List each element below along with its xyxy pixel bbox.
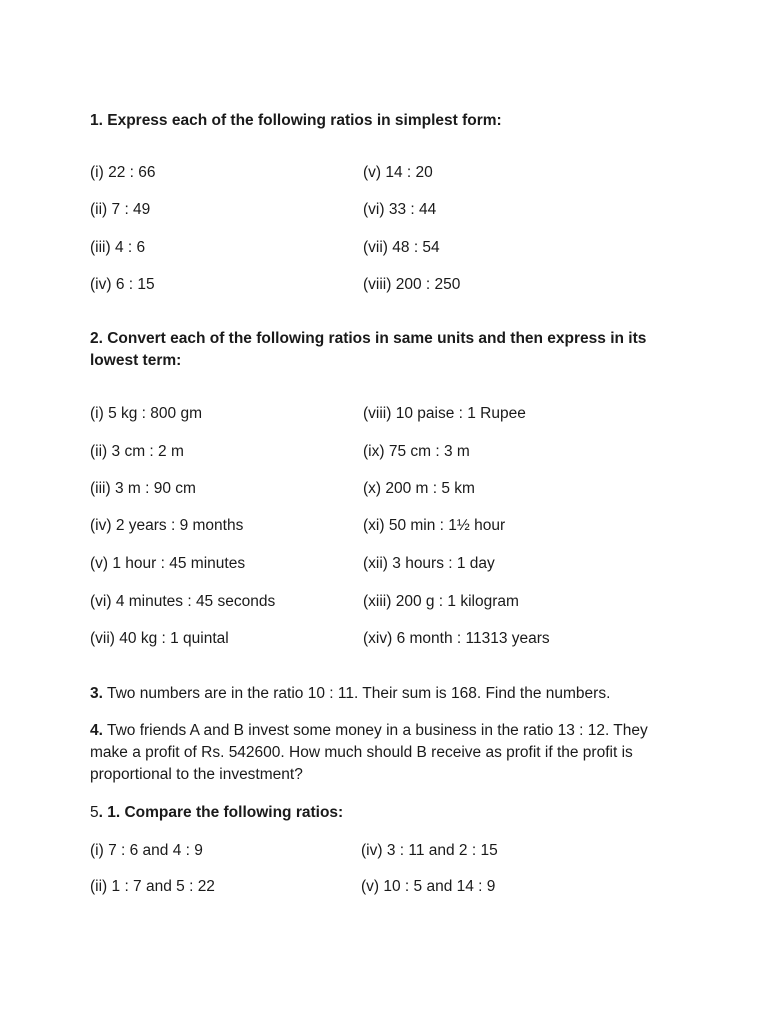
- q2-item-vi: (vi) 4 minutes : 45 seconds: [90, 593, 276, 610]
- q3-number: 3.: [90, 685, 103, 702]
- q5-item-i: (i) 7 : 6 and 4 : 9: [90, 842, 203, 859]
- q1-item-viii: (viii) 200 : 250: [363, 276, 461, 293]
- q1-item-iv: (iv) 6 : 15: [90, 276, 155, 293]
- q1-item-vi: (vi) 33 : 44: [363, 201, 437, 218]
- q2-item-iii: (iii) 3 m : 90 cm: [90, 480, 196, 497]
- q2-item-xi: (xi) 50 min : 1½ hour: [363, 517, 506, 534]
- q4-text: Two friends A and B invest some money in a business in the ratio 13 : 12. They make a profit of Rs. 542600. How much should B receive as profit if the profit is proportional to the investment?: [90, 722, 648, 783]
- q1-item-vii: (vii) 48 : 54: [363, 239, 440, 256]
- q5-item-iv: (iv) 3 : 11 and 2 : 15: [361, 842, 498, 859]
- q1-item-v: (v) 14 : 20: [363, 164, 433, 181]
- q5-item-v: (v) 10 : 5 and 14 : 9: [361, 878, 496, 895]
- q4-paragraph: [90, 720, 680, 786]
- q2-item-xiv: (xiv) 6 month : 11313 years: [363, 630, 550, 647]
- q2-item-x: (x) 200 m : 5 km: [363, 480, 475, 497]
- q3-paragraph: [90, 683, 680, 705]
- q2-heading-line2: lowest term:: [90, 352, 182, 369]
- q2-item-vii: (vii) 40 kg : 1 quintal: [90, 630, 229, 647]
- q2-heading: [90, 328, 680, 372]
- q5-heading: . 1. Compare the following ratios:: [98, 804, 344, 821]
- q1-item-i: (i) 22 : 66: [90, 164, 156, 181]
- q2-item-ix: (ix) 75 cm : 3 m: [363, 443, 470, 460]
- q5-number: 5: [90, 804, 99, 821]
- q2-item-i: (i) 5 kg : 800 gm: [90, 405, 202, 422]
- q5-item-ii: (ii) 1 : 7 and 5 : 22: [90, 878, 215, 895]
- q1-item-ii: (ii) 7 : 49: [90, 201, 151, 218]
- q2-item-viii: (viii) 10 paise : 1 Rupee: [363, 405, 526, 422]
- q3-text: Two numbers are in the ratio 10 : 11. Their sum is 168. Find the numbers.: [102, 685, 611, 702]
- q2-item-xii: (xii) 3 hours : 1 day: [363, 555, 495, 572]
- q2-item-ii: (ii) 3 cm : 2 m: [90, 443, 184, 460]
- q2-item-xiii: (xiii) 200 g : 1 kilogram: [363, 593, 519, 610]
- q5-paragraph: [90, 802, 680, 824]
- q2-item-iv: (iv) 2 years : 9 months: [90, 517, 244, 534]
- q1-heading: 1. Express each of the following ratios in simplest form:: [90, 112, 502, 129]
- q2-item-v: (v) 1 hour : 45 minutes: [90, 555, 246, 572]
- q1-item-iii: (iii) 4 : 6: [90, 239, 146, 256]
- q4-number: 4.: [90, 722, 103, 739]
- q2-heading-line1: 2. Convert each of the following ratios in same units and then express in its: [90, 330, 647, 347]
